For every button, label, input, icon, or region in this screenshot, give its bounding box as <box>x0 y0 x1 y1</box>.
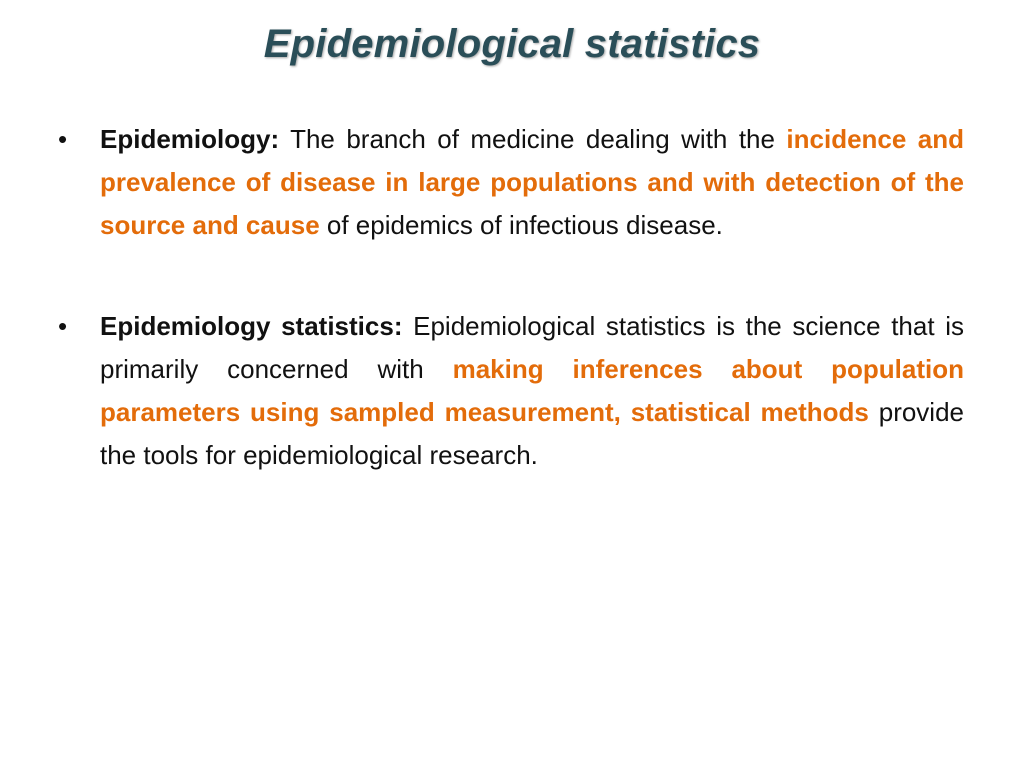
bullet-text-after: provide the tools for epidemiological research. <box>100 397 965 470</box>
bullet-text-before: The branch of medicine dealing with the <box>279 124 787 154</box>
bullet-epidemiology <box>58 118 964 247</box>
bullet-highlight: making inferences about population parameters using sampled measurement, statistical methods <box>100 354 964 427</box>
bullet-text-after: of epidemics of infectious disease. <box>319 210 723 240</box>
bullet-list <box>58 118 964 477</box>
bullet-epidemiology-statistics <box>58 305 964 477</box>
bullet-marker: • <box>58 311 68 341</box>
bullet-text-before: Epidemiological statistics is the science that is primarily concerned with <box>100 311 964 384</box>
bullet-term: Epidemiology: <box>100 124 280 154</box>
bullet-term: Epidemiology statistics: <box>100 311 403 341</box>
slide-title: Epidemiological statistics <box>263 22 761 66</box>
bullet-highlight: incidence and prevalence of disease in large populations and with detection of the source and cause <box>100 124 964 240</box>
bullet-marker: • <box>58 124 68 154</box>
